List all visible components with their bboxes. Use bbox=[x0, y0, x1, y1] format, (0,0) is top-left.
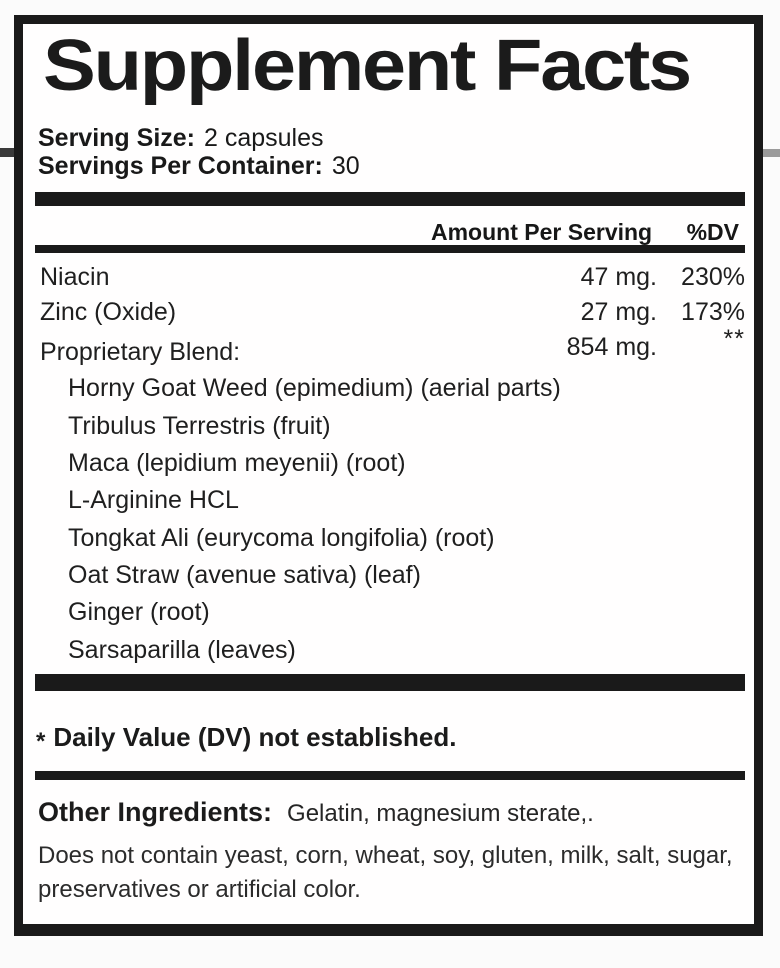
header-divider bbox=[35, 245, 745, 253]
nutrient-name: Proprietary Blend: bbox=[40, 338, 241, 366]
servings-per-container-line bbox=[38, 152, 360, 180]
blend-ingredient-name: Sarsaparilla (leaves) bbox=[68, 636, 296, 664]
blend-ingredient-name: Tribulus Terrestris (fruit) bbox=[68, 412, 331, 440]
percent-dv-header: %DV bbox=[686, 219, 739, 245]
blend-ingredient-row bbox=[35, 560, 745, 590]
serving-size-label: Serving Size: bbox=[38, 124, 195, 152]
panel-content bbox=[23, 24, 754, 924]
blend-ingredient-name: Oat Straw (avenue sativa) (leaf) bbox=[68, 561, 421, 589]
nutrient-row-niacin bbox=[35, 262, 745, 292]
nutrient-dv: 230% bbox=[681, 263, 745, 291]
other-ingredients-label: Other Ingredients: bbox=[38, 797, 273, 827]
right-edge-mark bbox=[763, 149, 780, 157]
blend-ingredient-row bbox=[35, 635, 745, 665]
blend-ingredient-name: Horny Goat Weed (epimedium) (aerial parts) bbox=[68, 374, 561, 402]
blend-ingredient-row bbox=[35, 448, 745, 478]
daily-value-footnote bbox=[36, 722, 456, 753]
table-header-row bbox=[35, 217, 745, 247]
disclaimer-line-2: preservatives or artificial color. bbox=[38, 876, 361, 903]
blend-ingredient-row bbox=[35, 485, 745, 515]
amount-per-serving-header: Amount Per Serving bbox=[431, 219, 653, 245]
panel-title: Supplement Facts bbox=[43, 26, 690, 106]
thick-divider-middle bbox=[35, 674, 745, 691]
nutrient-name: Niacin bbox=[40, 263, 110, 291]
blend-ingredient-row bbox=[35, 373, 745, 403]
nutrient-dv: 173% bbox=[681, 298, 745, 326]
footnote-text: Daily Value (DV) not established. bbox=[53, 722, 457, 752]
nutrient-amount: 854 mg. bbox=[566, 333, 657, 361]
blend-ingredient-name: Maca (lepidium meyenii) (root) bbox=[68, 449, 406, 477]
nutrient-name: Zinc (Oxide) bbox=[40, 298, 177, 326]
serving-size-value: 2 capsules bbox=[204, 124, 324, 152]
thick-divider-top bbox=[35, 192, 745, 206]
blend-ingredient-name: Ginger (root) bbox=[68, 598, 210, 626]
nutrient-dv: ** bbox=[723, 325, 745, 353]
other-ingredients-value: Gelatin, magnesium sterate,. bbox=[287, 800, 594, 827]
other-ingredients-line bbox=[38, 797, 594, 828]
blend-ingredient-row bbox=[35, 523, 745, 553]
supplement-facts-panel bbox=[14, 15, 763, 936]
footnote-divider bbox=[35, 771, 745, 780]
nutrient-amount: 47 mg. bbox=[580, 263, 657, 291]
nutrient-amount: 27 mg. bbox=[580, 298, 657, 326]
disclaimer-line-1: Does not contain yeast, corn, wheat, soy, gluten, milk, salt, sugar, bbox=[38, 842, 733, 869]
serving-size-line bbox=[38, 124, 324, 152]
footnote-asterisk: * bbox=[36, 728, 46, 755]
blend-ingredient-name: Tongkat Ali (eurycoma longifolia) (root) bbox=[68, 524, 495, 552]
left-edge-mark bbox=[0, 148, 14, 157]
nutrient-row-zinc bbox=[35, 297, 745, 327]
servings-per-container-value: 30 bbox=[331, 152, 360, 180]
servings-per-container-label: Servings Per Container: bbox=[38, 152, 323, 180]
nutrient-row-proprietary-blend bbox=[35, 325, 745, 366]
blend-ingredient-name: L-Arginine HCL bbox=[68, 486, 239, 514]
blend-ingredient-row bbox=[35, 411, 745, 441]
blend-ingredient-row bbox=[35, 597, 745, 627]
